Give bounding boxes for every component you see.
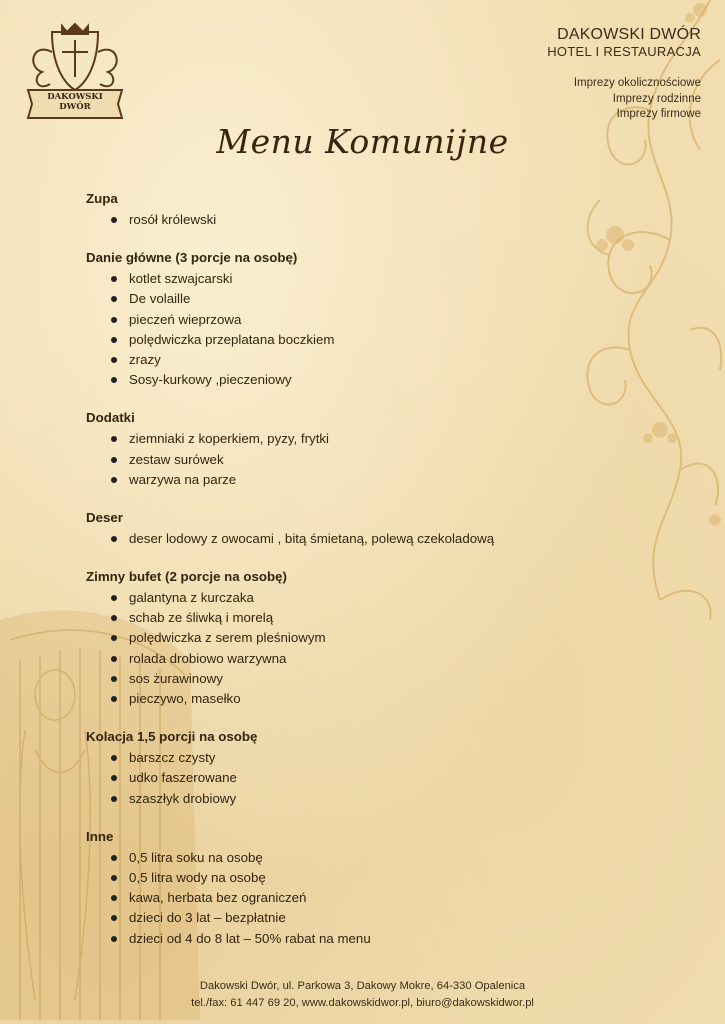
menu-item: 0,5 litra soku na osobę [86,848,606,868]
menu-section-danie-glowne [86,249,606,390]
section-heading: Inne [86,828,114,844]
menu-item: ziemniaki z koperkiem, pyzy, frytki [86,429,606,449]
footer [0,978,725,1012]
service-item: Imprezy firmowe [616,108,701,120]
section-heading: Danie główne (3 porcje na osobę) [86,250,298,266]
services-list [574,76,701,123]
page-title: Menu Komunijne [216,122,509,161]
menu-section-dodatki [86,409,606,490]
menu-item: zrazy [86,350,606,370]
service-item: Imprezy okolicznościowe [573,77,701,89]
hotel-name [547,26,701,60]
footer-address: Dakowski Dwór, ul. Parkowa 3, Dakowy Mokre, 64-330 Opalenica [199,980,526,992]
hotel-name-line1: DAKOWSKI DWÓR [557,26,701,43]
menu-item: dzieci od 4 do 8 lat – 50% rabat na menu [86,929,606,949]
menu-item: kawa, herbata bez ograniczeń [86,888,606,908]
menu-item: galantyna z kurczaka [86,588,606,608]
menu-item: pieczywo, masełko [86,689,606,709]
menu-item: pieczeń wieprzowa [86,310,606,330]
menu-item: barszcz czysty [86,748,606,768]
service-item: Imprezy rodzinne [612,92,701,105]
menu-section-zupa [86,190,606,230]
menu-item: rolada drobiowo warzywna [86,649,606,669]
menu-item: polędwiczka przeplatana boczkiem [86,330,606,350]
menu-item: sos żurawinowy [86,669,606,689]
section-heading: Zupa [86,191,118,206]
menu-item: Sosy-kurkowy ,pieczeniowy [86,370,606,390]
menu-item: zestaw surówek [86,450,606,470]
menu-section-deser [86,509,606,549]
menu-section-kolacja [86,728,606,809]
menu-item: schab ze śliwką i morelą [86,608,606,628]
menu-list [86,190,606,968]
menu-item: szaszłyk drobiowy [86,789,606,809]
logo-label: DAKOWSKI DWÓR [47,92,103,112]
section-heading: Deser [86,509,123,525]
menu-item: kotlet szwajcarski [86,269,606,289]
menu-item: De volaille [86,289,606,309]
menu-item: dzieci do 3 lat – bezpłatnie [86,908,606,928]
section-heading: Dodatki [86,410,135,426]
menu-item: warzywa na parze [86,470,606,490]
menu-section-inne [86,828,606,949]
menu-item: 0,5 litra wody na osobę [86,868,606,888]
footer-contact: tel./fax: 61 447 69 20, www.dakowskidwor.pl, biuro@dakowskidwor.pl [191,997,534,1009]
menu-section-zimny-bufet [86,568,606,709]
logo-text [34,92,116,112]
menu-item: polędwiczka z serem pleśniowym [86,628,606,648]
section-heading: Zimny bufet (2 porcje na osobę) [86,569,287,585]
hotel-name-line2: HOTEL I RESTAURACJA [547,44,701,59]
menu-item: udko faszerowane [86,768,606,788]
menu-item: rosół królewski [86,210,606,230]
menu-item: deser lodowy z owocami , bitą śmietaną, polewą czekoladową [86,529,606,549]
section-heading: Kolacja 1,5 porcji na osobę [86,729,258,745]
